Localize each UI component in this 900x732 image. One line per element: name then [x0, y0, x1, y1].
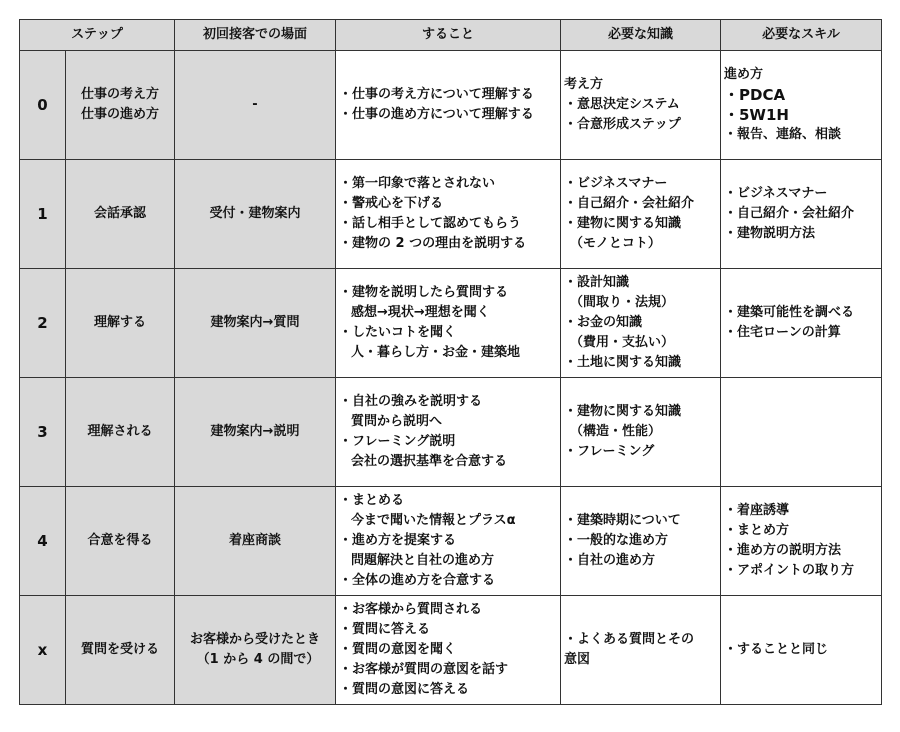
knowledge-cell-line: ・建物に関する知識: [564, 216, 682, 231]
knowledge-cell-line: ・自己紹介・会社紹介: [564, 196, 695, 211]
knowledge-cell: [561, 160, 721, 269]
scene-cell: [175, 487, 336, 596]
skills-cell-line: ・アポイントの取り方: [724, 563, 855, 578]
step-name-line: 質問を受ける: [80, 642, 159, 657]
scene-cell-line: 受付・建物案内: [209, 206, 301, 221]
todo-cell-line: 質問から説明へ: [351, 414, 443, 429]
todo-cell-line: ・したいコトを聞く: [339, 325, 457, 340]
step-name: [66, 378, 175, 487]
scene-cell-line: 建物案内→説明: [210, 424, 300, 439]
skills-cell-line: ・建物説明方法: [724, 226, 816, 241]
scene-cell-line: 建物案内→質問: [210, 315, 300, 330]
step-name: [66, 269, 175, 378]
table-row: [20, 378, 882, 487]
todo-cell-line: ・話し相手として認めてもらう: [339, 216, 522, 231]
knowledge-cell: [561, 51, 721, 160]
step-name: [66, 51, 175, 160]
skills-cell-line: ・建築可能性を調べる: [724, 305, 855, 320]
step-number: x: [20, 596, 66, 705]
todo-cell-line: 会社の選択基準を合意する: [351, 454, 508, 469]
todo-cell-line: ・第一印象で落とされない: [339, 176, 496, 191]
scene-cell: [175, 378, 336, 487]
step-name: [66, 160, 175, 269]
todo-cell-line: 人・暮らし方・お金・建築地: [351, 345, 521, 360]
todo-cell-line: ・質問の意図を聞く: [339, 642, 457, 657]
todo-cell-line: 問題解決と自社の進め方: [351, 553, 495, 568]
skills-cell-line: ・することと同じ: [724, 642, 829, 657]
header-knowledge: 必要な知識: [561, 20, 721, 51]
knowledge-cell: [561, 596, 721, 705]
table-row: [20, 487, 882, 596]
todo-cell: [336, 51, 561, 160]
knowledge-cell-line: 意図: [564, 652, 591, 667]
skills-cell-line: ・ビジネスマナー: [724, 186, 828, 201]
knowledge-cell: [561, 487, 721, 596]
todo-cell: [336, 596, 561, 705]
header-row: [20, 20, 882, 51]
table-row: [20, 269, 882, 378]
skills-cell: [721, 160, 882, 269]
header-step: ステップ: [20, 20, 175, 51]
todo-cell-line: ・仕事の進め方について理解する: [339, 107, 534, 122]
todo-cell-line: ・進め方を提案する: [339, 533, 457, 548]
knowledge-cell-line: 考え方: [564, 77, 604, 92]
todo-cell: [336, 160, 561, 269]
knowledge-cell-line: ・よくある質問とその: [564, 632, 695, 647]
skills-cell: [721, 487, 882, 596]
table-row: [20, 51, 882, 160]
skills-cell-line: ・住宅ローンの計算: [724, 325, 841, 340]
knowledge-cell-line: ・自社の進め方: [564, 553, 656, 568]
step-number: 3: [20, 378, 66, 487]
todo-cell-line: ・質問に答える: [339, 622, 431, 637]
knowledge-cell-line: ・合意形成ステップ: [564, 117, 681, 132]
knowledge-cell-line: ・一般的な進め方: [564, 533, 669, 548]
scene-cell: [175, 160, 336, 269]
todo-cell-line: ・お客様が質問の意図を話す: [339, 662, 509, 677]
scene-cell-line: お客様から受けたとき: [189, 632, 320, 647]
step-number: 4: [20, 487, 66, 596]
step-name-line: 仕事の進め方: [80, 107, 159, 122]
step-name-line: 仕事の考え方: [80, 87, 159, 102]
knowledge-cell: [561, 269, 721, 378]
header-scene: 初回接客での場面: [175, 20, 336, 51]
knowledge-cell-line: ・建物に関する知識: [564, 404, 682, 419]
scene-cell: [175, 51, 336, 160]
scene-cell-line: 着座商談: [228, 533, 281, 548]
skills-cell-line: ・着座誘導: [724, 503, 790, 518]
todo-cell-line: ・フレーミング説明: [339, 434, 456, 449]
knowledge-cell-line: （間取り・法規）: [570, 295, 675, 310]
scene-cell-line: （1 から 4 の間で）: [196, 652, 320, 667]
skills-cell-line: ・PDCA: [724, 86, 786, 104]
step-name-line: 会話承認: [93, 206, 146, 221]
skills-cell: [721, 51, 882, 160]
scene-cell: [175, 596, 336, 705]
knowledge-cell-line: ・フレーミング: [564, 444, 655, 459]
header-todo: すること: [336, 20, 561, 51]
todo-cell-line: ・全体の進め方を合意する: [339, 573, 496, 588]
knowledge-cell-line: （モノとコト）: [570, 236, 661, 251]
todo-cell-line: ・建物の 2 つの理由を説明する: [339, 236, 527, 251]
knowledge-cell-line: （構造・性能）: [570, 424, 662, 439]
todo-cell-line: 感想→現状→理想を聞く: [351, 305, 490, 320]
knowledge-cell-line: ・建築時期について: [564, 513, 681, 528]
todo-cell-line: 今まで聞いた情報とプラスα: [351, 513, 516, 528]
skills-cell-line: ・自己紹介・会社紹介: [724, 206, 855, 221]
knowledge-cell-line: ・お金の知識: [564, 315, 643, 330]
table-row: [20, 596, 882, 705]
todo-cell-line: ・お客様から質問される: [339, 602, 483, 617]
skills-cell-line: ・報告、連絡、相談: [724, 127, 842, 142]
step-name-line: 理解する: [93, 315, 146, 330]
skills-cell-line: ・まとめ方: [724, 523, 790, 538]
skills-cell: [721, 596, 882, 705]
skills-cell: [721, 269, 882, 378]
skills-cell-line: ・5W1H: [724, 106, 789, 124]
knowledge-cell-line: ・意思決定システム: [564, 97, 680, 112]
step-name-line: 理解される: [87, 424, 153, 439]
knowledge-cell-line: ・土地に関する知識: [564, 355, 682, 370]
todo-cell-line: ・警戒心を下げる: [339, 196, 444, 211]
knowledge-cell-line: （費用・支払い）: [570, 335, 675, 350]
todo-cell: [336, 269, 561, 378]
step-name-line: 合意を得る: [87, 533, 153, 548]
knowledge-cell-line: ・ビジネスマナー: [564, 176, 668, 191]
step-number: 2: [20, 269, 66, 378]
step-table: [19, 19, 882, 705]
todo-cell-line: ・仕事の考え方について理解する: [339, 87, 534, 102]
scene-cell-line: -: [252, 97, 258, 112]
todo-cell: [336, 378, 561, 487]
step-name: [66, 487, 175, 596]
knowledge-cell-line: ・設計知識: [564, 275, 630, 290]
todo-cell-line: ・まとめる: [339, 493, 405, 508]
step-number: 0: [20, 51, 66, 160]
header-skills: 必要なスキル: [721, 20, 882, 51]
todo-cell-line: ・質問の意図に答える: [339, 682, 470, 697]
skills-cell: [721, 378, 882, 487]
todo-cell-line: ・自社の強みを説明する: [339, 394, 483, 409]
step-number: 1: [20, 160, 66, 269]
skills-cell-line: 進め方: [724, 67, 764, 82]
table-row: [20, 160, 882, 269]
skills-cell-line: ・進め方の説明方法: [724, 543, 842, 558]
todo-cell: [336, 487, 561, 596]
knowledge-cell: [561, 378, 721, 487]
step-name: [66, 596, 175, 705]
todo-cell-line: ・建物を説明したら質問する: [339, 285, 509, 300]
scene-cell: [175, 269, 336, 378]
